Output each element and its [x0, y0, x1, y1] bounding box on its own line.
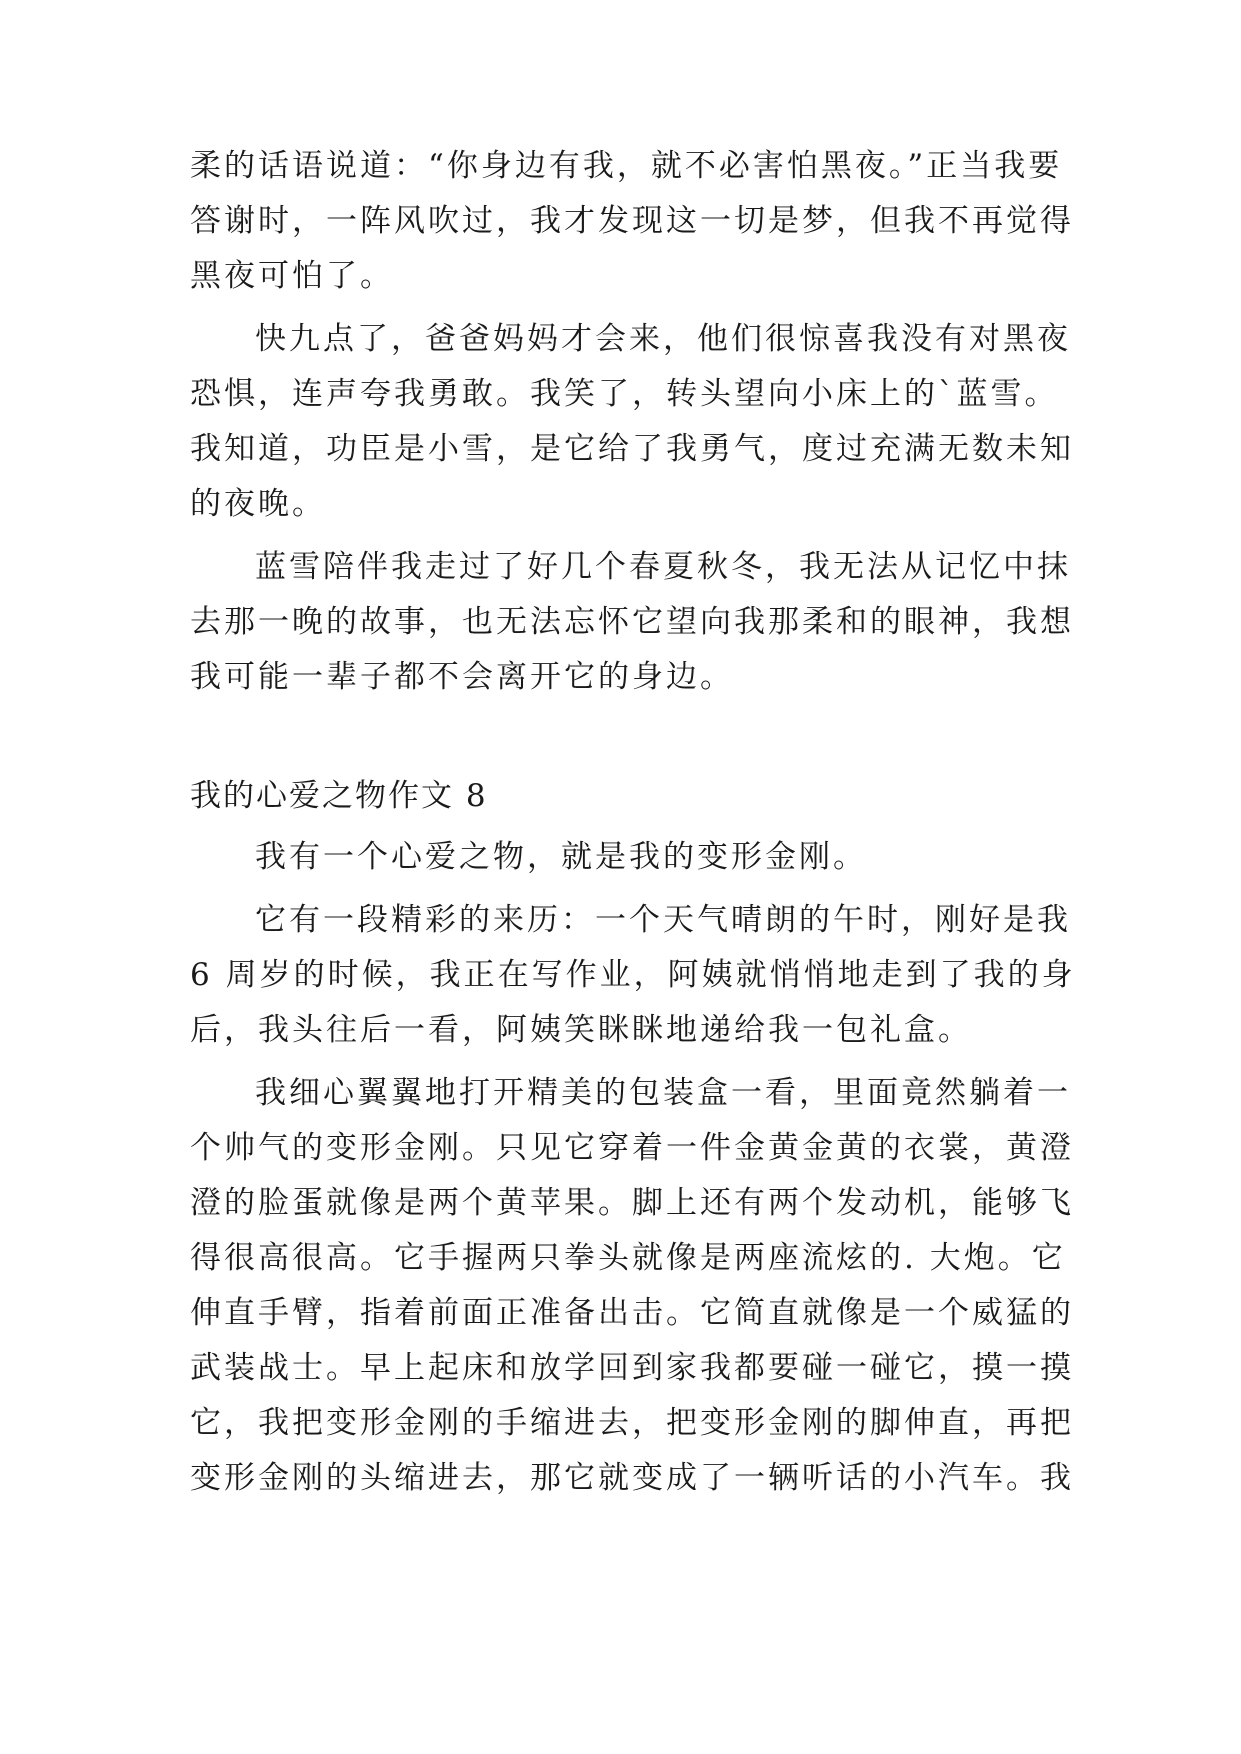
text-line: 答谢时，一阵风吹过，我才发现这一切是梦，但我不再觉得 [190, 203, 1074, 239]
text-line: 得很高很高。它手握两只拳头就像是两座流炫的. 大炮。它 [190, 1240, 1066, 1276]
text-line: 它，我把变形金刚的手缩进去，把变形金刚的脚伸直，再把 [190, 1405, 1074, 1441]
text-line: 6 周岁的时候，我正在写作业，阿姨就悄悄地走到了我的身 [190, 957, 1076, 993]
text-line: 恐惧，连声夸我勇敢。我笑了，转头望向小床上的`蓝雪。 [190, 376, 1059, 412]
text-line: 柔的话语说道：“你身边有我，就不必害怕黑夜。”正当我要 [190, 148, 1063, 184]
paragraph-first-line: 我有一个心爱之物，就是我的变形金刚。 [255, 839, 867, 875]
paragraph-first-line: 快九点了，爸爸妈妈才会来，他们很惊喜我没有对黑夜 [255, 321, 1071, 357]
text-line: 澄的脸蛋就像是两个黄苹果。脚上还有两个发动机，能够飞 [190, 1185, 1074, 1221]
paragraph-first-line: 我细心翼翼地打开精美的包装盒一看，里面竟然躺着一 [255, 1075, 1071, 1111]
text-line: 去那一晚的故事，也无法忘怀它望向我那柔和的眼神，我想 [190, 604, 1074, 640]
section-heading: 我的心爱之物作文 8 [190, 778, 488, 814]
text-line: 我可能一辈子都不会离开它的身边。 [190, 659, 734, 695]
text-line: 个帅气的变形金刚。只见它穿着一件金黄金黄的衣裳，黄澄 [190, 1130, 1074, 1166]
paragraph-first-line: 它有一段精彩的来历：一个天气晴朗的午时，刚好是我 [255, 902, 1071, 938]
text-line: 变形金刚的头缩进去，那它就变成了一辆听话的小汽车。我 [190, 1460, 1074, 1496]
text-line: 我知道，功臣是小雪，是它给了我勇气，度过充满无数未知 [190, 431, 1074, 467]
text-line: 后，我头往后一看，阿姨笑眯眯地递给我一包礼盒。 [190, 1012, 972, 1048]
text-line: 的夜晚。 [190, 486, 326, 522]
text-line: 黑夜可怕了。 [190, 258, 394, 294]
text-line: 武装战士。早上起床和放学回到家我都要碰一碰它，摸一摸 [190, 1350, 1074, 1386]
text-line: 伸直手臂，指着前面正准备出击。它简直就像是一个威猛的 [190, 1295, 1074, 1331]
paragraph-first-line: 蓝雪陪伴我走过了好几个春夏秋冬，我无法从记忆中抹 [255, 549, 1071, 585]
